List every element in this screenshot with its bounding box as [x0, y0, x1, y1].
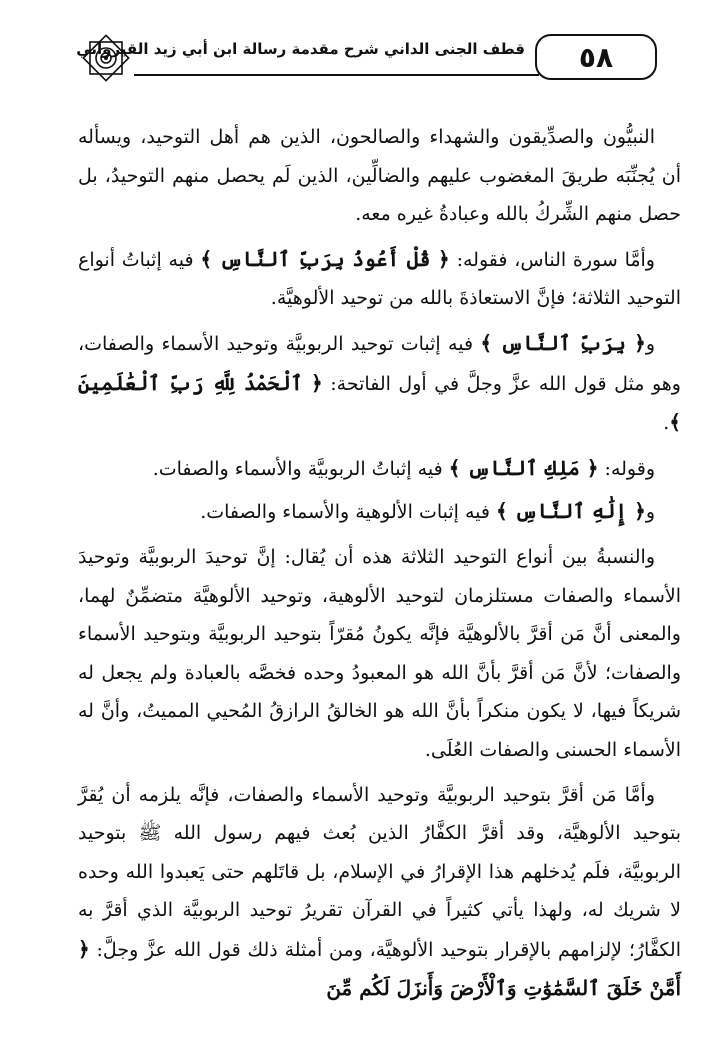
paragraph-3-text-b: فيه إثبات توحيد الربوبيَّة وتوحيد الأسماء والصفات، وهو مثل قول الله عزَّ وجلَّ في أول الفاتحة: [78, 332, 681, 395]
header-rule [134, 74, 539, 76]
quran-verse-qul-auzu: ﴿ قُلْ أَعُوذُ بِرَبِّ ٱلنَّاسِ ﴾ [200, 246, 450, 271]
paragraph-1: النبيُّون والصدِّيقون والشهداء والصالحون، الذين هم أهل التوحيد، ويسأله أن يُجنِّبَه طريقَ المغضوب عليهم والضالِّين، الذين لَم يحصل منهم التوحيدُ، بل حصل منهم الشِّركُ بالله وعبادةُ غيره معه. [78, 126, 681, 226]
paragraph-4-text-a: وقوله: [604, 457, 655, 480]
page-body [78, 118, 681, 1015]
paragraph-3-end: . [663, 412, 670, 435]
paragraph-6: والنسبةُ بين أنواع التوحيد الثلاثة هذه أن يُقال: إنَّ توحيدَ الربوبيَّة وتوحيدَ الأسماء والصفات مستلزمان لتوحيد الألوهية، وتوحيد الألوهيَّة متضمِّنٌ لهما، والمعنى أنَّ مَن أقرَّ بالألوهيَّة فإنَّه يكونُ مُقرّاً بتوحيد الربوبيَّة وبتوحيد الأسماء والصفات؛ لأنَّ مَن أقرَّ بأنَّ الله هو المعبودُ وحده فخصَّه بالعبادة ولم يجعل له شريكاً فيها، لا يكون منكراً بأنَّ الله هو الخالقُ الرازقُ المُحيي المميتُ، وأنَّ له الأسماء الحسنى والصفات العُلَى. [78, 545, 681, 761]
quran-verse-amman-khalaqa: ﴿ أَمَّنْ خَلَقَ ٱلسَّمَٰوَٰتِ وَٱلْأَرْضَ وَأَنزَلَ لَكُم مِّنَ [78, 936, 681, 1001]
paragraph-4 [78, 449, 681, 489]
star-ornament-icon [78, 30, 134, 86]
running-title: قطف الجنى الداني شرح مقدمة رسالة ابن أبي زيد القيرواني [76, 40, 525, 58]
quran-verse-birabbi-annas: ﴿ بِرَبِّ ٱلنَّاسِ ﴾ [480, 330, 646, 355]
paragraph-3 [78, 324, 681, 443]
paragraph-4-text-b: فيه إثباتُ الربوبيَّة والأسماء والصفات. [152, 457, 443, 480]
paragraph-7 [78, 776, 681, 1010]
paragraph-2-text-b: فيه إثباتُ أنواع التوحيد الثلاثة؛ فإنَّ الاستعاذةَ بالله من توحيد الألوهيَّة. [78, 248, 681, 310]
page-header [56, 30, 659, 92]
quran-verse-maliki-annas: ﴿ مَلِكِ ٱلنَّاسِ ﴾ [448, 455, 599, 480]
quran-verse-ilahi-annas: ﴿ إِلَٰهِ ٱلنَّاسِ ﴾ [496, 499, 646, 524]
paragraph-5 [78, 492, 681, 532]
paragraph-5-text-b: فيه إثبات الألوهية والأسماء والصفات. [200, 501, 490, 524]
quran-verse-alhamdu: ﴿ ٱلْحَمْدُ لِلَّهِ رَبِّ ٱلْعَٰلَمِينَ ﴾ [78, 370, 681, 435]
paragraph-3-text-a: و [645, 332, 655, 355]
page-number: ٥٨ [535, 34, 657, 80]
paragraph-2-text-a: وأمَّا سورة الناس، فقوله: [456, 248, 655, 271]
paragraph-2 [78, 240, 681, 318]
paragraph-7-text-a: وأمَّا مَن أقرَّ بتوحيد الربوبيَّة وتوحيد الأسماء والصفات، فإنَّه يلزمه أن يُقرَّ بتوحيد الألوهيَّة، وقد أقرَّ الكفَّارُ الذين بُعث فيهم رسول الله ﷺ بتوحيد الربوبيَّة، فلَم يُدخلهم هذا الإقرارُ في الإسلام، بل قاتَلهم حتى يَعبدوا الله وحده لا شريك له، ولهذا يأتي كثيراً في القرآن تقريرُ توحيد الربوبيَّة الذي أقرَّ به الكفَّارُ؛ لإلزامهم بالإقرار بتوحيد الألوهيَّة، ومن أمثلة ذلك قول الله عزَّ وجلَّ: [78, 783, 681, 961]
paragraph-5-text-a: و [645, 501, 655, 524]
